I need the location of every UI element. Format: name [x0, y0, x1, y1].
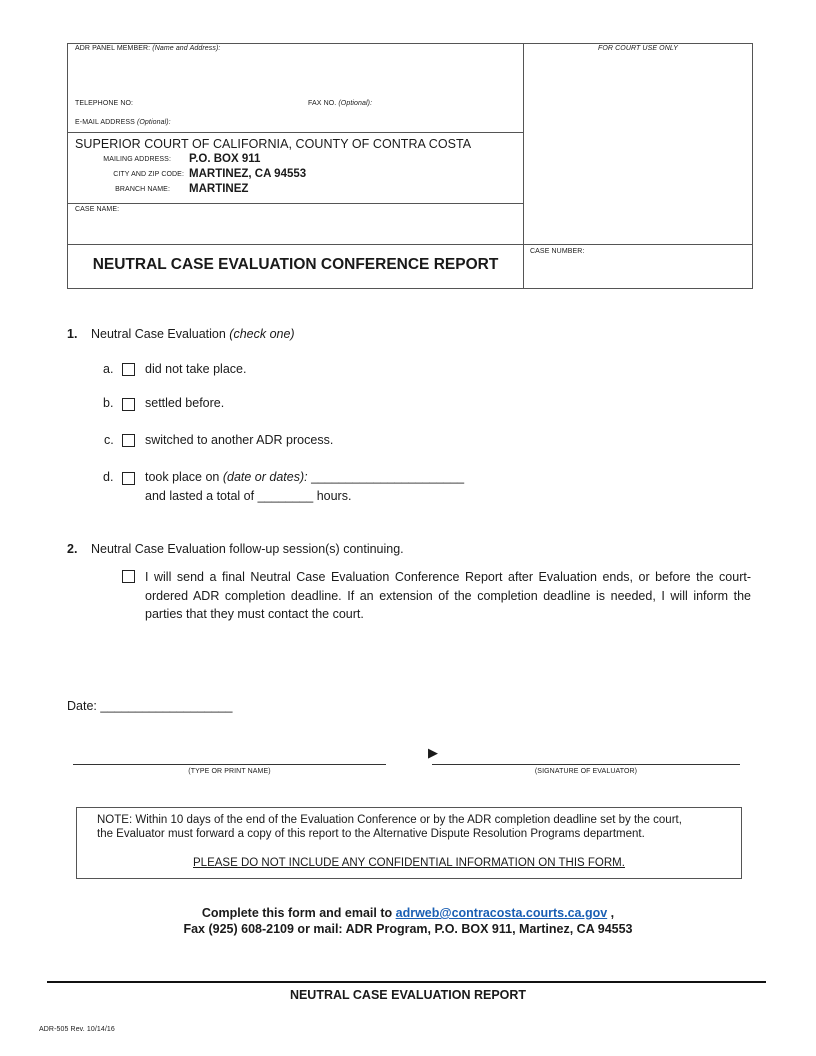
- print-name-caption: (TYPE OR PRINT NAME): [188, 768, 271, 775]
- case-number-label: CASE NUMBER:: [530, 248, 585, 255]
- option-a-text: did not take place.: [145, 362, 247, 376]
- fax-field[interactable]: [382, 97, 517, 109]
- city-zip: MARTINEZ, CA 94553: [189, 168, 307, 180]
- option-d-text: took place on (date or dates): ______________________: [145, 470, 465, 484]
- section2-title: Neutral Case Evaluation follow-up session(s) continuing.: [91, 542, 404, 556]
- city-zip-label: CITY AND ZIP CODE:: [113, 171, 184, 178]
- signature-line[interactable]: [432, 764, 740, 765]
- panel-member-field[interactable]: [70, 56, 520, 96]
- section1-number: 1.: [67, 327, 78, 341]
- divider-title: [67, 244, 752, 245]
- footer-rule: [47, 981, 766, 983]
- option-a-checkbox[interactable]: [122, 363, 135, 376]
- email-label: E-MAIL ADDRESS (Optional):: [75, 119, 171, 126]
- caption-divider: [523, 43, 524, 288]
- footer-title: NEUTRAL CASE EVALUATION REPORT: [289, 988, 527, 1002]
- hours-blank[interactable]: ________: [257, 489, 314, 503]
- signature-arrow-icon: ▶: [428, 745, 438, 760]
- submit-line-2: Fax (925) 608-2109 or mail: ADR Program, P.O. BOX 911, Martinez, CA 94553: [183, 922, 633, 936]
- mailing-address-label: MAILING ADDRESS:: [103, 156, 171, 163]
- fax-label: FAX NO. (Optional):: [308, 100, 373, 107]
- branch-name: MARTINEZ: [189, 183, 249, 195]
- signature-caption: (SIGNATURE OF EVALUATOR): [534, 768, 638, 775]
- telephone-field[interactable]: [140, 97, 300, 109]
- confidential-warning: PLEASE DO NOT INCLUDE ANY CONFIDENTIAL INFORMATION ON THIS FORM.: [193, 857, 625, 869]
- case-name-label: CASE NAME:: [75, 206, 120, 213]
- panel-member-label: ADR PANEL MEMBER: (Name and Address):: [75, 45, 221, 52]
- email-field[interactable]: [185, 116, 515, 128]
- option-a-letter: a.: [103, 362, 114, 376]
- case-name-field[interactable]: [70, 216, 520, 241]
- form-title: NEUTRAL CASE EVALUATION CONFERENCE REPORT: [92, 256, 499, 273]
- note-line-1: NOTE: Within 10 days of the end of the Evaluation Conference or by the ADR completion deadline set by the court,: [97, 814, 682, 826]
- telephone-label: TELEPHONE NO:: [75, 100, 134, 107]
- option-b-checkbox[interactable]: [122, 398, 135, 411]
- note-line-2: the Evaluator must forward a copy of this report to the Alternative Dispute Resolution Programs department.: [97, 828, 645, 840]
- option-b-text: settled before.: [145, 396, 225, 410]
- option-b-letter: b.: [103, 396, 114, 410]
- continuing-checkbox[interactable]: [122, 570, 135, 583]
- signature-date-blank[interactable]: ___________________: [100, 699, 233, 713]
- option-c-letter: c.: [104, 433, 114, 447]
- print-name-line[interactable]: [73, 764, 386, 765]
- option-d-letter: d.: [103, 470, 114, 484]
- branch-label: BRANCH NAME:: [115, 186, 170, 193]
- court-name: SUPERIOR COURT OF CALIFORNIA, COUNTY OF CONTRA COSTA: [75, 137, 472, 151]
- continuing-statement: I will send a final Neutral Case Evaluation Conference Report after Evaluation ends, or before the court-ordered ADR completion deadline. If an extension of the completion deadline is needed, I will inform the parties that they must contact the court.: [145, 570, 751, 621]
- mailing-address: P.O. BOX 911: [189, 153, 261, 165]
- email-link[interactable]: adrweb@contracosta.courts.ca.gov: [395, 906, 608, 920]
- section1-title: Neutral Case Evaluation (check one): [91, 327, 295, 341]
- court-use-label: FOR COURT USE ONLY: [598, 45, 678, 52]
- section2-number: 2.: [67, 542, 78, 556]
- form-id: ADR-505 Rev. 10/14/16: [39, 1026, 115, 1033]
- date-blank[interactable]: ______________________: [311, 470, 465, 484]
- submit-line-1: Complete this form and email to adrweb@contracosta.courts.ca.gov ,: [201, 906, 615, 920]
- case-number-field[interactable]: [528, 258, 748, 284]
- court-use-field: [526, 56, 748, 241]
- date-line: Date: ___________________: [67, 699, 233, 713]
- divider-case-name: [67, 203, 524, 204]
- divider-court: [67, 132, 524, 133]
- option-c-text: switched to another ADR process.: [145, 433, 334, 447]
- option-c-checkbox[interactable]: [122, 434, 135, 447]
- lasted-line: and lasted a total of ________ hours.: [145, 489, 352, 503]
- option-d-checkbox[interactable]: [122, 472, 135, 485]
